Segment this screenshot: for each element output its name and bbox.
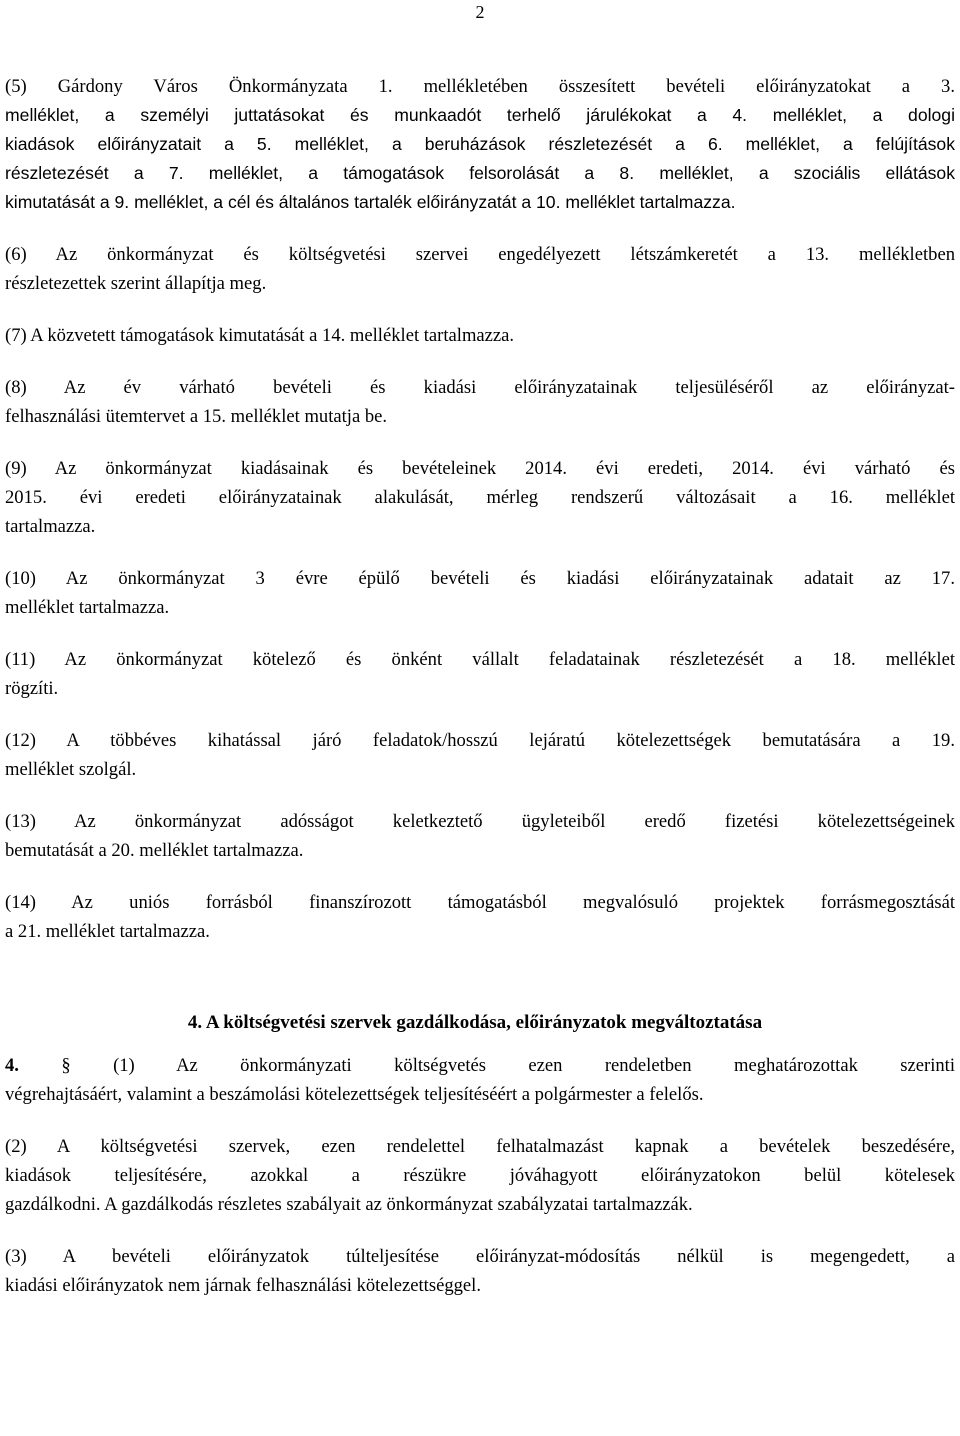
text-line: (12) A többéves kihatással járó feladatok/hosszú lejáratú kötelezettségek bemutatására a 19.	[5, 730, 955, 751]
text-fragment: (1) Az önkormányzati költségvetés ezen rendeletben meghatározottak szerinti	[113, 1055, 955, 1076]
text-line: bemutatását a 20. melléklet tartalmazza.	[5, 840, 304, 861]
text-line: 2015. évi eredeti előirányzatainak alakulását, mérleg rendszerű változásait a 16. melléklet	[5, 487, 955, 508]
text-line: kiadási előirányzatok nem járnak felhasználási kötelezettséggel.	[5, 1275, 482, 1296]
text-line: rögzíti.	[5, 678, 59, 699]
text-line: (5) Gárdony Város Önkormányzata 1. mellékletében összesített bevételi előirányzatokat a 3.	[5, 76, 955, 97]
text-line: felhasználási ütemtervet a 15. melléklet mutatja be.	[5, 406, 388, 427]
text-line: (9) Az önkormányzat kiadásainak és bevételeinek 2014. évi eredeti, 2014. évi várható és	[5, 458, 955, 479]
document-body	[5, 72, 955, 1323]
text-line: melléklet tartalmazza.	[5, 597, 170, 618]
text-line: (7) A közvetett támogatások kimutatását a 14. melléklet tartalmazza.	[5, 325, 515, 346]
paragraph-5	[5, 72, 955, 217]
section-number: 4.	[5, 1055, 19, 1076]
paragraph-11	[5, 645, 955, 703]
text-line: részletezettek szerint állapítja meg.	[5, 273, 267, 294]
paragraph-9	[5, 454, 955, 541]
text-line: kiadások teljesítésére, azokkal a részükre jóváhagyott előirányzatokon belül kötelesek	[5, 1165, 955, 1186]
text-line: a 21. melléklet tartalmazza.	[5, 921, 210, 942]
section-4-paragraph-1	[5, 1051, 955, 1109]
text-line: kimutatását a 9. melléklet, a cél és általános tartalék előirányzatát a 10. melléklet tartalmazza.	[5, 192, 736, 212]
paragraph-13	[5, 807, 955, 865]
section-4-paragraph-3	[5, 1242, 955, 1300]
text-line: (10) Az önkormányzat 3 évre épülő bevételi és kiadási előirányzatainak adatait az 17.	[5, 568, 955, 589]
text-line: (13) Az önkormányzat adósságot keletkeztető ügyleteiből eredő fizetési kötelezettségeinek	[5, 811, 955, 832]
text-line: tartalmazza.	[5, 516, 96, 537]
section-heading: 4. A költségvetési szervek gazdálkodása, előirányzatok megváltoztatása	[187, 1012, 763, 1033]
text-line: (3) A bevételi előirányzatok túlteljesítése előirányzat-módosítás nélkül is megengedett, a	[5, 1246, 955, 1267]
paragraph-7	[5, 321, 955, 350]
paragraph-14	[5, 888, 955, 946]
paragraph-6	[5, 240, 955, 298]
text-line: gazdálkodni. A gazdálkodás részletes szabályait az önkormányzat szabályzatai tartalmazzák.	[5, 1194, 693, 1215]
text-line	[5, 1051, 955, 1080]
section-4-paragraph-2	[5, 1132, 955, 1219]
paragraph-12	[5, 726, 955, 784]
text-line: (2) A költségvetési szervek, ezen rendelettel felhatalmazást kapnak a bevételek beszedésére,	[5, 1136, 955, 1157]
text-line: (11) Az önkormányzat kötelező és önként vállalt feladatainak részletezését a 18. melléklet	[5, 649, 955, 670]
text-line: részletezését a 7. melléklet, a támogatások felsorolását a 8. melléklet, a szociális ellátások	[5, 163, 955, 183]
section-symbol: §	[61, 1055, 71, 1076]
paragraph-8	[5, 373, 955, 431]
text-line: melléklet szolgál.	[5, 759, 137, 780]
text-line: (14) Az uniós forrásból finanszírozott támogatásból megvalósuló projektek forrásmegosztását	[5, 892, 955, 913]
text-line: kiadások előirányzatait a 5. melléklet, a beruházások részletezését a 6. melléklet, a felújítások	[5, 134, 955, 154]
text-line: melléklet, a személyi juttatásokat és munkaadót terhelő járulékokat a 4. melléklet, a dologi	[5, 105, 955, 125]
text-line: (8) Az év várható bevételi és kiadási előirányzatainak teljesüléséről az előirányzat-	[5, 377, 955, 398]
page-number: 2	[475, 2, 485, 22]
paragraph-10	[5, 564, 955, 622]
text-line: végrehajtásáért, valamint a beszámolási kötelezettségek teljesítéséért a polgármester a felelős.	[5, 1084, 704, 1105]
text-line: (6) Az önkormányzat és költségvetési szervei engedélyezett létszámkeretét a 13. mellékletben	[5, 244, 955, 265]
